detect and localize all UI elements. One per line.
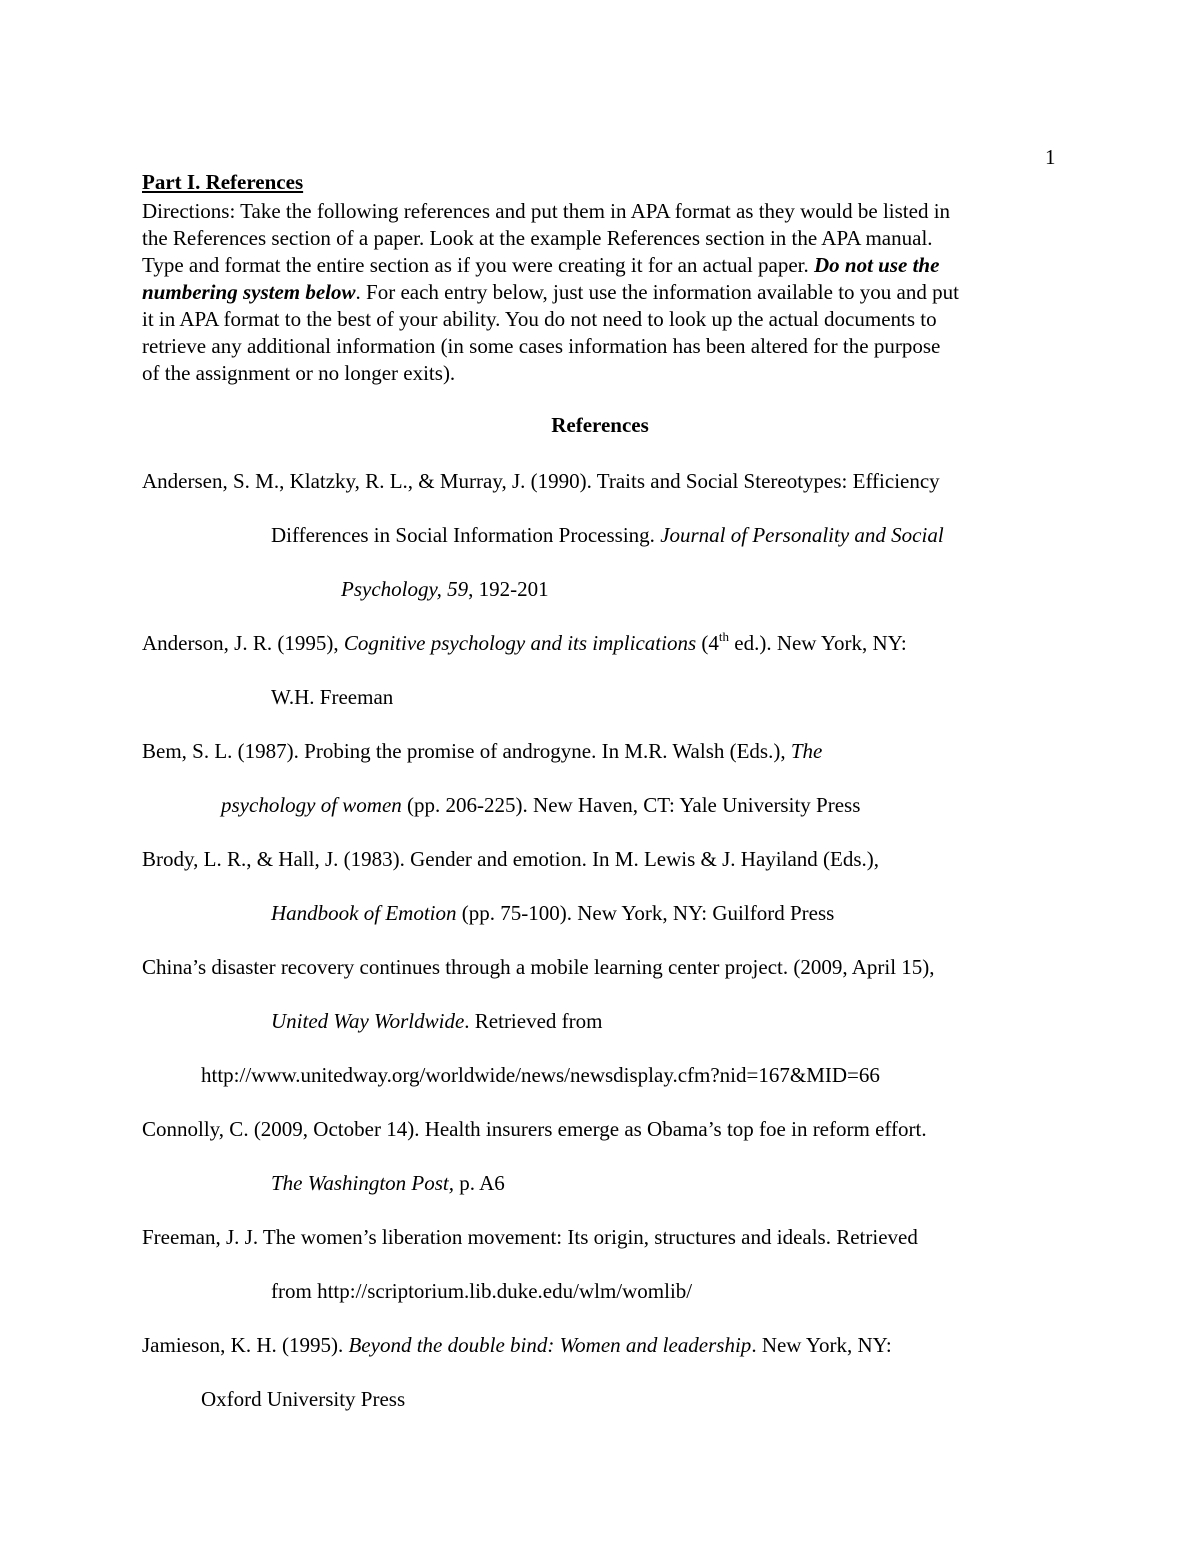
reference-url: http://www.unitedway.org/worldwide/news/newsdisplay.cfm?nid=167&MID=66	[201, 1063, 880, 1087]
reference-text: , 192-201	[468, 577, 549, 601]
directions-text: . For each entry below, just use the information available to you and put	[355, 280, 959, 304]
reference-line	[142, 739, 822, 764]
reference-line: Connolly, C. (2009, October 14). Health insurers emerge as Obama’s top foe in reform effort.	[142, 1117, 927, 1141]
reference-line	[142, 1333, 892, 1358]
reference-source-title: psychology of women	[221, 793, 402, 817]
reference-line	[271, 1171, 505, 1196]
reference-text: (pp. 75-100). New York, NY: Guilford Press	[456, 901, 835, 925]
reference-text: . New York, NY:	[751, 1333, 892, 1357]
reference-line: China’s disaster recovery continues through a mobile learning center project. (2009, April 15),	[142, 955, 935, 979]
directions-paragraph	[142, 198, 1072, 387]
superscript: th	[718, 629, 729, 644]
directions-line: Directions: Take the following references and put them in APA format as they would be listed in	[142, 199, 951, 223]
reference-line: Andersen, S. M., Klatzky, R. L., & Murray, J. (1990). Traits and Social Stereotypes: Efficiency	[142, 469, 940, 493]
reference-line: W.H. Freeman	[271, 685, 394, 709]
reference-source-title: Journal of Personality and Social	[660, 523, 944, 547]
reference-text: Anderson, J. R. (1995),	[142, 631, 344, 655]
reference-text: Differences in Social Information Processing.	[271, 523, 661, 547]
directions-text: Type and format the entire section as if you were creating it for an actual paper.	[142, 253, 814, 277]
directions-emphasis: Do not use the	[814, 253, 940, 277]
directions-line: it in APA format to the best of your ability. You do not need to look up the actual documents to	[142, 307, 937, 331]
reference-text: . Retrieved from	[464, 1009, 603, 1033]
reference-text: Jamieson, K. H. (1995).	[142, 1333, 349, 1357]
directions-line: retrieve any additional information (in some cases information has been altered for the purpose	[142, 334, 941, 358]
page-number: 1	[1045, 145, 1056, 169]
reference-text: Bem, S. L. (1987). Probing the promise of androgyne. In M.R. Walsh (Eds.),	[142, 739, 791, 763]
reference-source-title: Beyond the double bind: Women and leadership	[348, 1333, 752, 1357]
reference-text: (pp. 206-225). New Haven, CT: Yale University Press	[401, 793, 861, 817]
reference-line	[341, 577, 549, 602]
reference-line	[142, 631, 907, 656]
reference-source-title: Psychology, 59	[341, 577, 469, 601]
reference-line	[221, 793, 860, 818]
reference-source-title: The	[790, 739, 823, 763]
reference-source-title: Handbook of Emotion	[271, 901, 457, 925]
reference-text: ed.). New York, NY:	[729, 631, 907, 655]
part-title: Part I. References	[142, 170, 304, 194]
directions-line	[142, 279, 1072, 306]
references-heading: References	[551, 413, 649, 437]
reference-source-title: Cognitive psychology and its implications	[343, 631, 697, 655]
reference-source-title: The Washington Post,	[271, 1171, 454, 1195]
directions-line: of the assignment or no longer exits).	[142, 361, 456, 385]
reference-line: Oxford University Press	[201, 1387, 406, 1411]
reference-line: from http://scriptorium.lib.duke.edu/wlm/womlib/	[271, 1279, 693, 1303]
reference-source-title: United Way Worldwide	[271, 1009, 465, 1033]
directions-line	[142, 252, 1072, 279]
reference-line: Brody, L. R., & Hall, J. (1983). Gender and emotion. In M. Lewis & J. Hayiland (Eds.),	[142, 847, 880, 871]
directions-line: the References section of a paper. Look at the example References section in the APA manual.	[142, 226, 933, 250]
reference-text: (4	[696, 631, 719, 655]
reference-line	[271, 901, 834, 926]
reference-text: p. A6	[454, 1171, 505, 1195]
reference-line	[271, 523, 944, 548]
directions-emphasis: numbering system below	[142, 280, 356, 304]
reference-line: Freeman, J. J. The women’s liberation movement: Its origin, structures and ideals. Retrieved	[142, 1225, 918, 1249]
reference-line	[271, 1009, 602, 1034]
